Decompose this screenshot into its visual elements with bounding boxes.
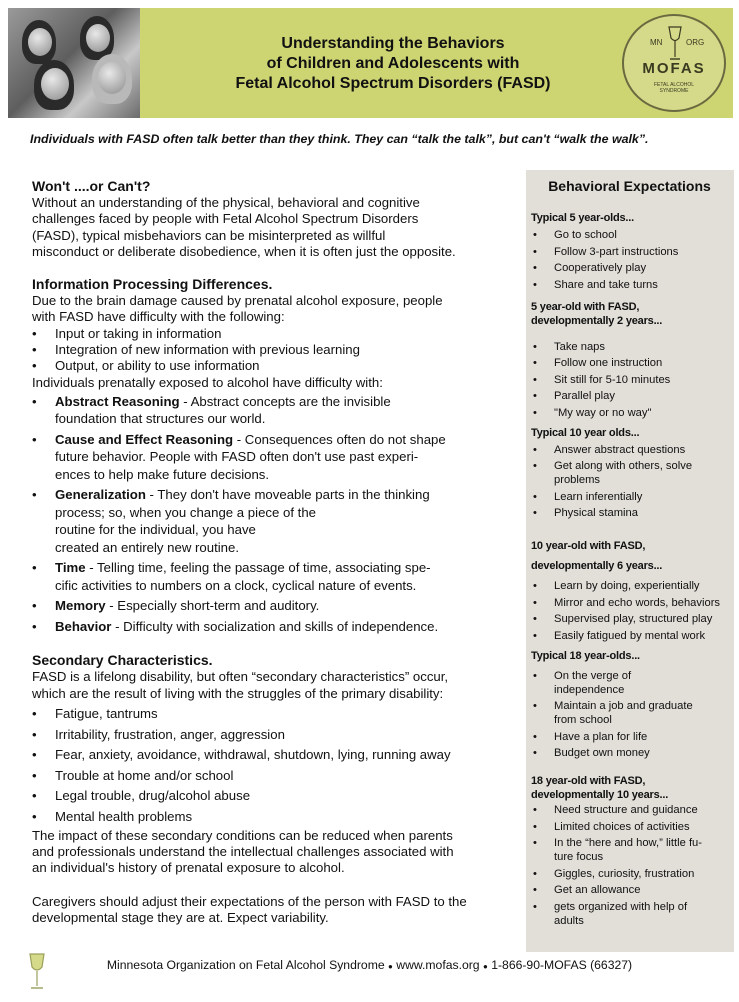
list-item: • Have a plan for life (531, 730, 728, 744)
footer-phone: 1-866-90-MOFAS (66327) (491, 958, 633, 972)
wont-or-cant-section: Won't ....or Can't? Without an understanding of the physical, behavioral and cognitive challenges faced by people with Fetal Alcohol Spectrum Disorders (FASD), typical misbehaviors can be misinterpreted as willful misconduct or deliberate disobedience, when it is often just the opposite. (32, 178, 520, 260)
behavioral-expectations-sidebar (526, 170, 734, 952)
group-typical-18: Typical 18 year-olds... • On the verge of independence • Maintain a job and graduate from school • Have a plan for life • Budget own money (531, 649, 728, 761)
section-heading: Information Processing Differences. (32, 276, 273, 293)
list-item: • Follow 3-part instructions (531, 245, 728, 259)
section-heading: Won't ....or Can't? (32, 178, 151, 194)
secondary-characteristics-section: Secondary Characteristics. FASD is a lifelong disability, but often “secondary characteristics” occur, which are the result of living with the struggles of the primary disability: • Fatigue, tantrums • Irritability, frustration, anger, aggression • Fear, anxiety, avoidance, withdrawal, shutdown, lying, running away • Trouble at home and/or school • Legal trouble, drug/alcohol abuse • Mental health problems The impact of these secondary conditions can be reduced when parents and professionals understand the intellectual challenges associated with an individual's history of prenatal exposure to alcohol. Caregivers should adjust their expectations of the person with FASD to the developmental stage they are at. Expect variability. (32, 652, 520, 926)
footer-org: Minnesota Organization on Fetal Alcohol Syndrome (106, 958, 385, 972)
list-item: • Maintain a job and graduate from school (531, 699, 728, 727)
footer: Minnesota Organization on Fetal Alcohol Syndrome ● www.mofas.org ● 1-866-90-MOFAS (66327) (106, 958, 633, 972)
list-item: • Cooperatively play (531, 261, 728, 275)
children-photo (8, 8, 140, 118)
list-item: • Irritability, frustration, anger, aggression (32, 725, 520, 746)
list-item: • Output, or ability to use information (32, 358, 520, 374)
list-item: • Supervised play, structured play (531, 612, 728, 626)
list-item: • Share and take turns (531, 278, 728, 292)
list-item: • Behavior - Difficulty with socialization and skills of independence. (32, 618, 520, 636)
group-fasd-5: 5 year-old with FASD, developmentally 2 years... • Take naps • Follow one instruction • Sit still for 5-10 minutes • Parallel play • "My way or no way" (531, 300, 728, 420)
list-item: • Abstract Reasoning - Abstract concepts are the invisible foundation that structures our world. (32, 393, 520, 428)
list-item: • In the “here and how,” little fu-ture focus (531, 836, 728, 864)
information-processing-section: Information Processing Differences. Due to the brain damage caused by prenatal alcohol exposure, people with FASD have difficulty with the following: • Input or taking in information • Integration of new information with previous learning • Output, or ability to use information Individuals prenatally exposed to alcohol have difficulty with: • Abstract Reasoning - Abstract concepts are the invisible foundation that structures our world. • Cause and Effect Reasoning - Consequences often do not shape future behavior. People with FASD often don't use past experi- ences to help make future decisions. • Generalization - They don't have moveable parts in the thinking process; so, when you change a piece of the routine for the individual, you have created an entirely new routine. • Time - Telling time, feeling the passage of time, associating spe- cific activities to numbers on a clock, cyclical nature of events. • Memory - Especially short-term and auditory. • Behavior - Difficulty with socialization and skills of independence. (32, 276, 520, 635)
group-typical-10: Typical 10 year olds... • Answer abstract questions • Get along with others, solve problems • Learn inferentially • Physical stamina (531, 426, 728, 521)
list-item: • Fear, anxiety, avoidance, withdrawal, shutdown, lying, running away (32, 745, 520, 766)
list-item: • Fatigue, tantrums (32, 704, 520, 725)
header-banner (8, 8, 733, 118)
list-item: • Generalization - They don't have moveable parts in the thinking process; so, when you change a piece of the routine for the individual, you have created an entirely new routine. (32, 486, 520, 556)
list-item: • Get along with others, solve problems (531, 459, 728, 487)
list-item: • Parallel play (531, 389, 728, 403)
page-title: Understanding the Behaviors of Children and Adolescents with Fetal Alcohol Spectrum Disorders (FASD) (235, 35, 551, 92)
list-item: • Giggles, curiosity, frustration (531, 867, 728, 881)
tagline: Individuals with FASD often talk better than they think. They can “talk the talk”, but can't “walk the walk”. (30, 132, 649, 146)
footer-website[interactable]: www.mofas.org (396, 958, 480, 972)
list-item: • Budget own money (531, 746, 728, 760)
difficulty-list (32, 393, 520, 636)
list-item: • Memory - Especially short-term and auditory. (32, 597, 520, 615)
group-fasd-18: 18 year-old with FASD, developmentally 10 years... • Need structure and guidance • Limited choices of activities • In the “here and how,” little fu-ture focus • Giggles, curiosity, frustration • Get an allowance • gets organized with help of adults (531, 774, 728, 928)
list-item: • Cause and Effect Reasoning - Consequences often do not shape future behavior. People with FASD often don't use past experi- ences to help make future decisions. (32, 431, 520, 484)
group-typical-5: Typical 5 year-olds... • Go to school • Follow 3-part instructions • Cooperatively play • Share and take turns (531, 211, 728, 292)
list-item: • Sit still for 5-10 minutes (531, 373, 728, 387)
list-item: • Mirror and echo words, behaviors (531, 596, 728, 610)
list-item: • Integration of new information with previous learning (32, 342, 520, 358)
list-item: • Trouble at home and/or school (32, 766, 520, 787)
list-item: • Legal trouble, drug/alcohol abuse (32, 786, 520, 807)
list-item: • Get an allowance (531, 883, 728, 897)
list-item: • gets organized with help of adults (531, 900, 728, 928)
list-item: • On the verge of independence (531, 669, 728, 697)
group-fasd-10: 10 year-old with FASD, developmentally 6 years... • Learn by doing, experientially • Mirror and echo words, behaviors • Supervised play, structured play • Easily fatigued by mental work (531, 536, 728, 643)
secondary-list (32, 704, 520, 828)
list-item: • Mental health problems (32, 807, 520, 828)
list-item: • Go to school (531, 228, 728, 242)
list-item: • Learn inferentially (531, 490, 728, 504)
list-item: • Input or taking in information (32, 326, 520, 342)
mofas-logo: MN ORG MOFAS FETAL ALCOHOL SYNDROME (622, 14, 726, 112)
section-heading: Secondary Characteristics. (32, 652, 213, 669)
sidebar-title: Behavioral Expectations (548, 178, 711, 194)
list-item: • Limited choices of activities (531, 820, 728, 834)
list-item: • Time - Telling time, feeling the passage of time, associating spe- cific activities to numbers on a clock, cyclical nature of events. (32, 559, 520, 594)
processing-list (32, 326, 520, 375)
list-item: • Follow one instruction (531, 356, 728, 370)
list-item: • Need structure and guidance (531, 803, 728, 817)
wine-glass-icon (668, 26, 682, 62)
list-item: • "My way or no way" (531, 406, 728, 420)
list-item: • Answer abstract questions (531, 443, 728, 457)
main-content (32, 178, 520, 926)
list-item: • Learn by doing, experientially (531, 579, 728, 593)
list-item: • Take naps (531, 340, 728, 354)
list-item: • Easily fatigued by mental work (531, 629, 728, 643)
list-item: • Physical stamina (531, 506, 728, 520)
